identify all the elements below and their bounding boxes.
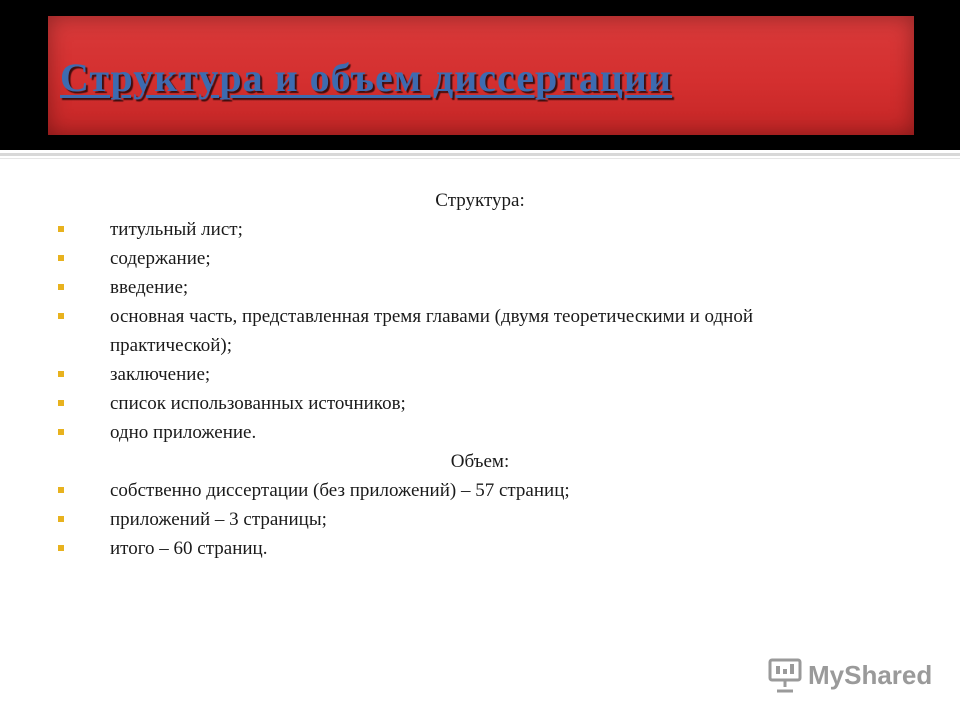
list-item: введение; <box>0 273 960 302</box>
structure-heading: Структура: <box>435 190 525 211</box>
bullet-icon <box>58 545 64 551</box>
title-box <box>48 16 914 135</box>
list-item: приложений – 3 страницы; <box>0 505 960 534</box>
list-item: титульный лист; <box>0 215 960 244</box>
volume-list <box>0 476 960 563</box>
bullet-icon <box>58 371 64 377</box>
list-item: одно приложение. <box>0 418 960 447</box>
presentation-board-icon <box>768 657 802 693</box>
divider-line <box>0 153 960 156</box>
divider-line-thin <box>0 158 960 159</box>
list-item: итого – 60 страниц. <box>0 534 960 563</box>
bullet-icon <box>58 313 64 319</box>
bullet-icon <box>58 284 64 290</box>
slide-title: Структура и объем диссертации <box>60 55 673 100</box>
watermark-logo <box>768 655 932 695</box>
bullet-icon <box>58 516 64 522</box>
list-item: собственно диссертации (без приложений) – 57 страниц; <box>0 476 960 505</box>
bullet-icon <box>58 487 64 493</box>
bullet-icon <box>58 255 64 261</box>
bullet-icon <box>58 429 64 435</box>
structure-list <box>0 215 960 447</box>
list-item: основная часть, представленная тремя главами (двумя теоретическими и одной практической); <box>0 302 960 360</box>
list-item: список использованных источников; <box>0 389 960 418</box>
slide-body <box>0 186 960 563</box>
watermark-text: MyShared <box>808 659 933 690</box>
bullet-icon <box>58 226 64 232</box>
list-item: содержание; <box>0 244 960 273</box>
bullet-icon <box>58 400 64 406</box>
list-item: заключение; <box>0 360 960 389</box>
volume-heading: Объем: <box>450 451 510 472</box>
